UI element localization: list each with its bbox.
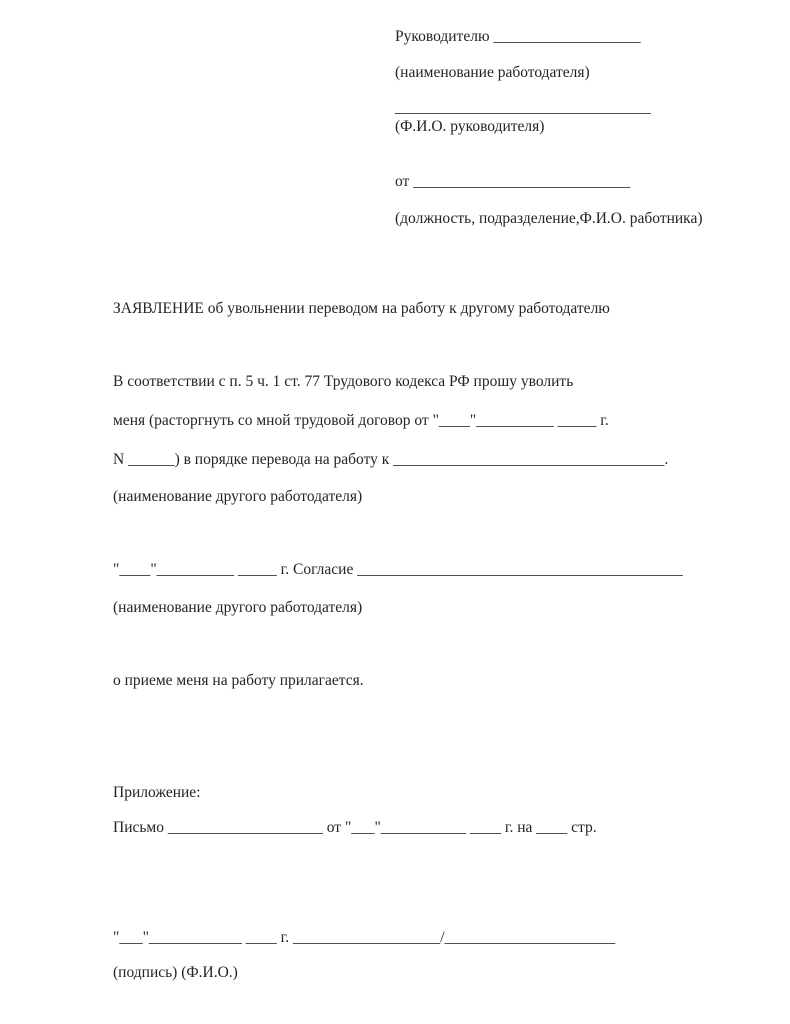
- attachment-label: Приложение:: [113, 784, 201, 801]
- employer-name-caption: (наименование работодателя): [395, 64, 590, 81]
- from-line: от ____________________________: [395, 173, 631, 190]
- head-name-blank-line: _________________________________: [395, 99, 651, 116]
- body-line-1: В соответствии с п. 5 ч. 1 ст. 77 Трудового кодекса РФ прошу уволить: [113, 373, 574, 390]
- signature-date-line: "___"____________ ____ г. ___________________/______________________: [113, 929, 616, 946]
- consent-line: "____"__________ _____ г. Согласие __________________________________________: [113, 561, 683, 578]
- attachment-letter-line: Письмо ____________________ от "___"___________ ____ г. на ____ стр.: [113, 819, 597, 836]
- closing-line: о приеме меня на работу прилагается.: [113, 672, 364, 689]
- signature-caption: (подпись) (Ф.И.О.): [113, 964, 238, 981]
- employee-info-caption: (должность, подразделение,Ф.И.О. работника): [395, 210, 703, 227]
- addressee-line: Руководителю ___________________: [395, 28, 641, 45]
- other-employer-caption-1: (наименование другого работодателя): [113, 488, 363, 505]
- body-line-2: меня (расторгнуть со мной трудовой договор от "____"__________ _____ г.: [113, 412, 609, 429]
- document-title: ЗАЯВЛЕНИЕ об увольнении переводом на работу к другому работодателю: [113, 300, 610, 317]
- body-line-3: N ______) в порядке перевода на работу к ___________________________________.: [113, 451, 669, 468]
- other-employer-caption-2: (наименование другого работодателя): [113, 599, 363, 616]
- head-name-caption: (Ф.И.О. руководителя): [395, 118, 545, 135]
